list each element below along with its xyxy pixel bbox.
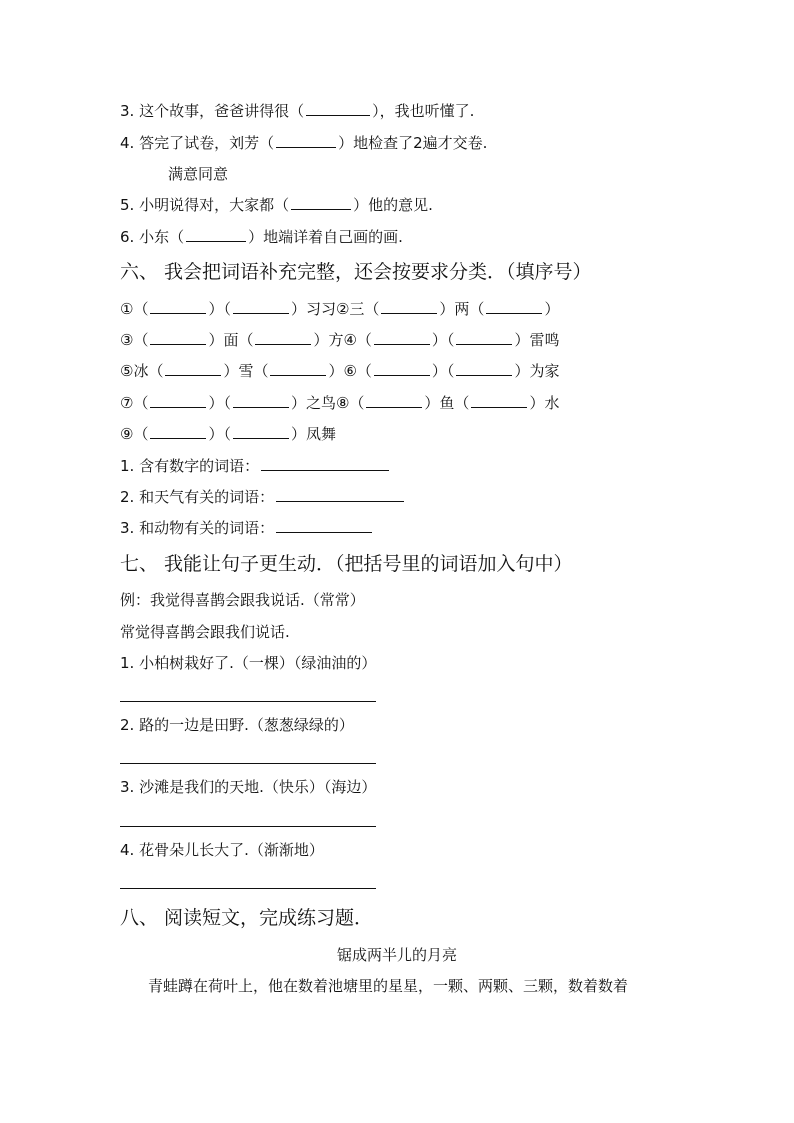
s7-question-3: 3. 沙滩是我们的天地.（快乐）（海边） bbox=[120, 778, 377, 796]
s7-question-4: 4. 花骨朵儿长大了.（渐渐地） bbox=[120, 841, 324, 859]
answer-blank[interactable] bbox=[233, 423, 289, 439]
s7-example-answer: 常觉得喜鹊会跟我们说话. bbox=[120, 623, 290, 641]
answer-blank[interactable] bbox=[261, 455, 389, 471]
s7-answer-line-2[interactable] bbox=[120, 763, 376, 764]
s7-question-1: 1. 小柏树栽好了.（一棵）（绿油油的） bbox=[120, 654, 377, 672]
s6-row-2: ③（ ）面（ ）方④（ ）（ ）雷鸣 bbox=[120, 331, 560, 349]
answer-blank[interactable] bbox=[374, 329, 430, 345]
s7-answer-line-3[interactable] bbox=[120, 826, 376, 827]
answer-blank[interactable] bbox=[233, 392, 289, 408]
s6-category-2: 2. 和天气有关的词语： bbox=[120, 486, 406, 508]
s6-category-1: 1. 含有数字的词语： bbox=[120, 455, 391, 477]
s5-question-6: 6. 小东（ ）地端详着自己画的画. bbox=[120, 228, 403, 246]
answer-blank[interactable] bbox=[456, 360, 512, 376]
s6-row-5: ⑨（ ）（ ）凤舞 bbox=[120, 425, 336, 443]
passage-title: 锯成两半儿的月亮 bbox=[336, 946, 457, 964]
answer-blank[interactable] bbox=[270, 360, 326, 376]
s5-word-bank: 满意同意 bbox=[168, 165, 229, 183]
section-7-title: 七、 我能让句子更生动．（把括号里的词语加入句中） bbox=[120, 553, 573, 575]
passage-line-1: 青蛙蹲在荷叶上，他在数着池塘里的星星，一颗、两颗、三颗，数着数着 bbox=[148, 977, 629, 995]
s6-row-1: ①（ ）（ ）习习②三（ ）两（ ） bbox=[120, 300, 560, 318]
answer-blank[interactable] bbox=[233, 298, 289, 314]
s7-answer-line-4[interactable] bbox=[120, 888, 376, 889]
answer-blank[interactable] bbox=[374, 360, 430, 376]
answer-blank[interactable] bbox=[276, 486, 404, 502]
answer-blank[interactable] bbox=[276, 132, 336, 148]
section-8-title: 八、 阅读短文，完成练习题． bbox=[120, 907, 374, 929]
s6-row-3: ⑤冰（ ）雪（ ）⑥（ ）（ ）为家 bbox=[120, 362, 560, 380]
answer-blank[interactable] bbox=[366, 392, 422, 408]
answer-blank[interactable] bbox=[471, 392, 527, 408]
answer-blank[interactable] bbox=[291, 194, 351, 210]
answer-blank[interactable] bbox=[381, 298, 437, 314]
s7-question-2: 2. 路的一边是田野.（葱葱绿绿的） bbox=[120, 716, 354, 734]
answer-blank[interactable] bbox=[150, 423, 206, 439]
answer-blank[interactable] bbox=[456, 329, 512, 345]
answer-blank[interactable] bbox=[150, 298, 206, 314]
answer-blank[interactable] bbox=[186, 226, 246, 242]
answer-blank[interactable] bbox=[150, 329, 206, 345]
answer-blank[interactable] bbox=[306, 100, 370, 116]
s5-question-3: 3. 这个故事，爸爸讲得很（ ），我也听懂了. bbox=[120, 102, 475, 120]
answer-blank[interactable] bbox=[486, 298, 542, 314]
answer-blank[interactable] bbox=[150, 392, 206, 408]
s5-question-4: 4. 答完了试卷，刘芳（ ）地检查了2遍才交卷. bbox=[120, 134, 488, 152]
answer-blank[interactable] bbox=[276, 517, 372, 533]
answer-blank[interactable] bbox=[165, 360, 221, 376]
section-6-title: 六、 我会把词语补充完整，还会按要求分类．（填序号） bbox=[120, 261, 592, 283]
s5-question-5: 5. 小明说得对，大家都（ ）他的意见. bbox=[120, 196, 433, 214]
s7-answer-line-1[interactable] bbox=[120, 701, 376, 702]
s7-example: 例：我觉得喜鹊会跟我说话.（常常） bbox=[120, 591, 365, 609]
s6-category-3: 3. 和动物有关的词语： bbox=[120, 517, 374, 539]
answer-blank[interactable] bbox=[255, 329, 311, 345]
s6-row-4: ⑦（ ）（ ）之鸟⑧（ ）鱼（ ）水 bbox=[120, 394, 560, 412]
